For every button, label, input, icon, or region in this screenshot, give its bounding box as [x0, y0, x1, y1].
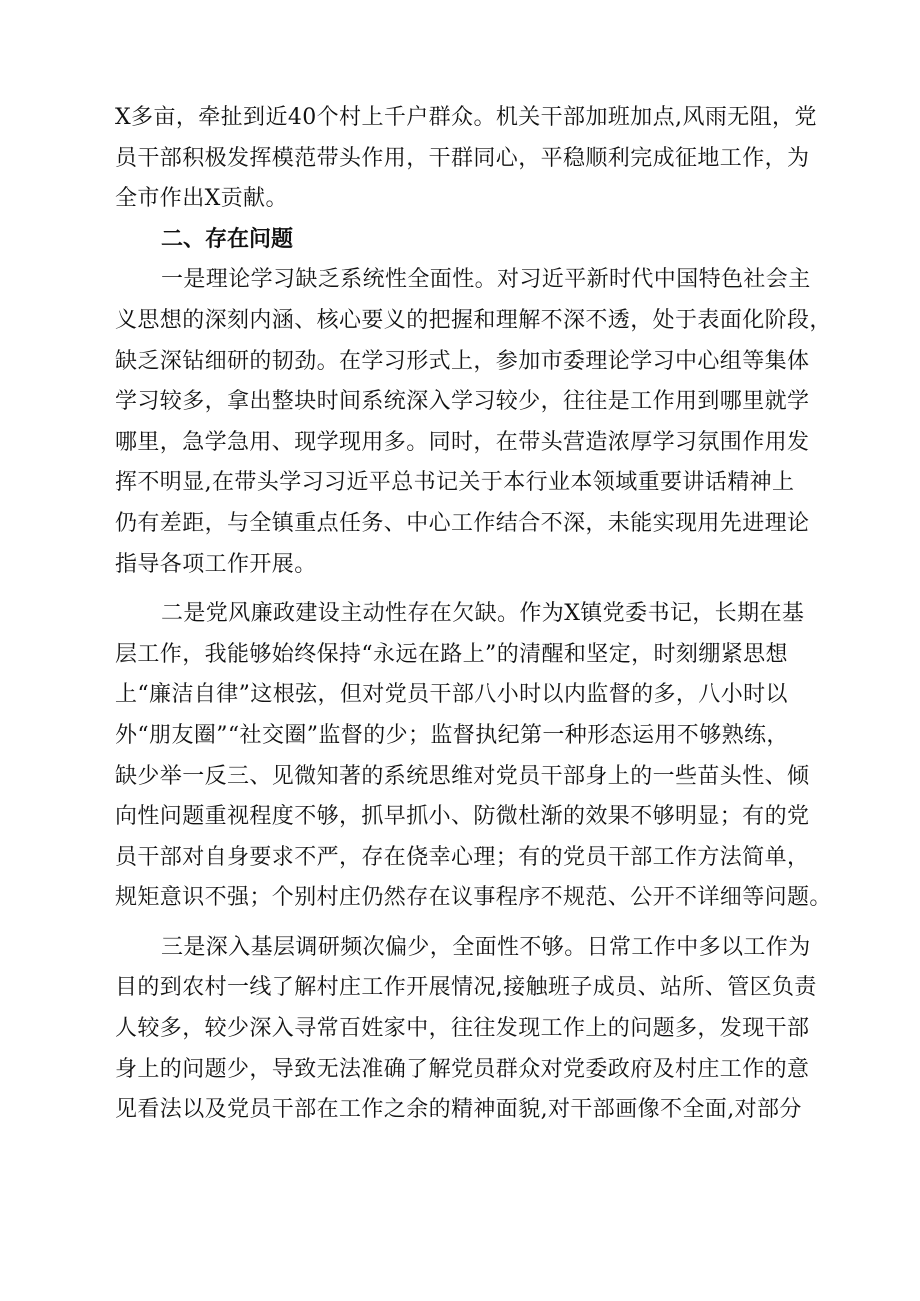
- text-line: 向性问题重视程度不够，抓早抓小、防微杜渐的效果不够明显；有的党: [115, 804, 810, 830]
- text-line: 挥不明显,在带头学习习近平总书记关于本行业本领域重要讲话精神上: [115, 470, 795, 496]
- paragraph-grassroots-research: [115, 928, 855, 1131]
- text-line: 外“朋友圈”“社交圈”监督的少；监督执纪第一种形态运用不够熟练，: [115, 722, 789, 748]
- paragraph-theory-study: [115, 260, 855, 585]
- text-line: X多亩，牵扯到近40个村上千户群众。机关干部加班加点,风雨无阻，党: [115, 105, 817, 130]
- text-line: 三是深入基层调研频次偏少，全面性不够。日常工作中多以工作为: [161, 934, 811, 960]
- paragraph-gap: [115, 585, 855, 594]
- section-heading: 二、存在问题: [161, 226, 294, 252]
- text-line: 哪里，急学急用、现学现用多。同时，在带头营造浓厚学习氛围作用发: [115, 429, 810, 455]
- text-line: 见看法以及党员干部在工作之余的精神面貌,对干部画像不全面,对部分: [115, 1097, 802, 1123]
- text-line: 层工作，我能够始终保持“永远在路上”的清醒和坚定，时刻绷紧思想: [115, 641, 788, 667]
- text-line: 上“廉洁自律”这根弦，但对党员干部八小时以内监督的多，八小时以: [115, 682, 788, 708]
- document-body: [115, 98, 855, 1131]
- text-line: 仍有差距，与全镇重点任务、中心工作结合不深，未能实现用先进理论: [115, 510, 810, 536]
- paragraph-integrity: [115, 594, 855, 919]
- text-line: 目的到农村一线了解村庄工作开展情况,接触班子成员、站所、管区负责: [115, 975, 817, 1001]
- text-line: 缺乏深钻细研的韧劲。在学习形式上，参加市委理论学习中心组等集体: [115, 348, 810, 374]
- text-line: 全市作出X贡献。: [115, 186, 288, 212]
- text-line: 人较多，较少深入寻常百姓家中，往往发现工作上的问题多，发现干部: [115, 1016, 810, 1042]
- text-line: 学习较多，拿出整块时间系统深入学习较少，往往是工作用到哪里就学: [115, 389, 810, 415]
- text-line: 员干部对自身要求不严，存在侥幸心理；有的党员干部工作方法简单，: [115, 844, 810, 870]
- text-line: 二是党风廉政建设主动性存在欠缺。作为X镇党委书记，长期在基: [161, 601, 805, 627]
- text-line: 义思想的深刻内涵、核心要义的把握和理解不深不透，处于表面化阶段，: [115, 307, 832, 333]
- text-line: 缺少举一反三、见微知著的系统思维对党员干部身上的一些苗头性、倾: [115, 763, 810, 789]
- text-line: 身上的问题少，导致无法准确了解党员群众对党委政府及村庄工作的意: [115, 1056, 810, 1082]
- text-line: 员干部积极发挥模范带头作用，干群同心，平稳顺利完成征地工作，为: [115, 145, 810, 171]
- text-line: 指导各项工作开展。: [115, 551, 317, 577]
- text-line: 一是理论学习缺乏系统性全面性。对习近平新时代中国特色社会主: [161, 267, 811, 293]
- paragraph-gap: [115, 919, 855, 928]
- text-line: 规矩意识不强；个别村庄仍然存在议事程序不规范、公开不详细等问题。: [115, 885, 832, 911]
- intro-paragraph: [115, 98, 855, 220]
